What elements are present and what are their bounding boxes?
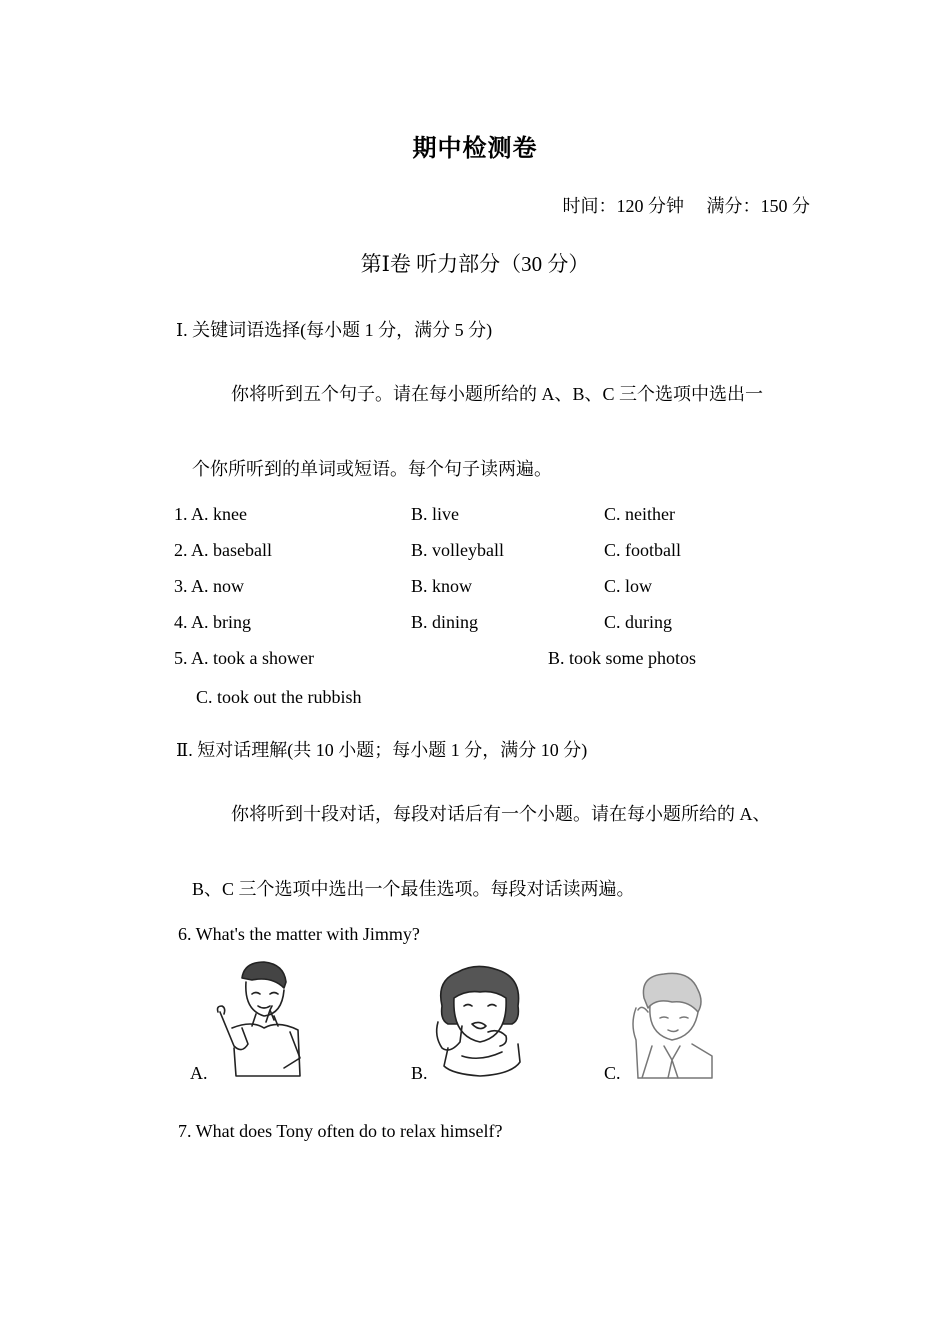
item1-option-b: B. live bbox=[411, 504, 459, 524]
section2-heading: Ⅱ. 短对话理解(共 10 小题；每小题 1 分，满分 10 分) bbox=[176, 740, 588, 760]
item3-option-a: 3. A. now bbox=[174, 576, 245, 596]
item3-option-b: B. know bbox=[411, 576, 473, 596]
section2-instruction-line1: 你将听到十段对话，每段对话后有一个小题。请在每小题所给的 A、 bbox=[231, 804, 771, 824]
question-6: 6. What's the matter with Jimmy? bbox=[178, 924, 420, 944]
section2-instruction-line2: B、C 三个选项中选出一个最佳选项。每段对话读两遍。 bbox=[192, 879, 635, 899]
item4-option-b: B. dining bbox=[411, 612, 479, 632]
q6-option-c-label: C. bbox=[604, 1063, 621, 1083]
toothache-picture bbox=[432, 962, 528, 1080]
exam-meta: 时间：120 分钟 满分：150 分 bbox=[562, 196, 810, 216]
q6-option-b-label: B. bbox=[411, 1063, 428, 1083]
item2-option-b: B. volleyball bbox=[411, 540, 504, 560]
item4-option-c: C. during bbox=[604, 612, 673, 632]
section1-instruction-line1: 你将听到五个句子。请在每小题所给的 A、B、C 三个选项中选出一 bbox=[231, 384, 764, 404]
q6-option-a-label: A. bbox=[190, 1063, 208, 1083]
item1-option-a: 1. A. knee bbox=[174, 504, 247, 524]
sore-throat-picture bbox=[212, 958, 307, 1080]
item4-option-a: 4. A. bring bbox=[174, 612, 252, 632]
part-heading: 第Ⅰ卷 听力部分（30 分） bbox=[360, 252, 590, 276]
item5-option-a: 5. A. took a shower bbox=[174, 648, 314, 668]
item2-option-a: 2. A. baseball bbox=[174, 540, 272, 560]
item5-option-c: C. took out the rubbish bbox=[196, 687, 362, 707]
section1-heading: Ⅰ. 关键词语选择(每小题 1 分，满分 5 分) bbox=[176, 320, 493, 340]
item1-option-c: C. neither bbox=[604, 504, 675, 524]
item3-option-c: C. low bbox=[604, 576, 653, 596]
page-title: 期中检测卷 bbox=[412, 136, 538, 162]
earache-picture bbox=[628, 968, 714, 1080]
question-7: 7. What does Tony often do to relax himself? bbox=[178, 1121, 503, 1141]
item2-option-c: C. football bbox=[604, 540, 681, 560]
section1-instruction-line2: 个你所听到的单词或短语。每个句子读两遍。 bbox=[192, 459, 552, 479]
item5-option-b: B. took some photos bbox=[548, 648, 697, 668]
